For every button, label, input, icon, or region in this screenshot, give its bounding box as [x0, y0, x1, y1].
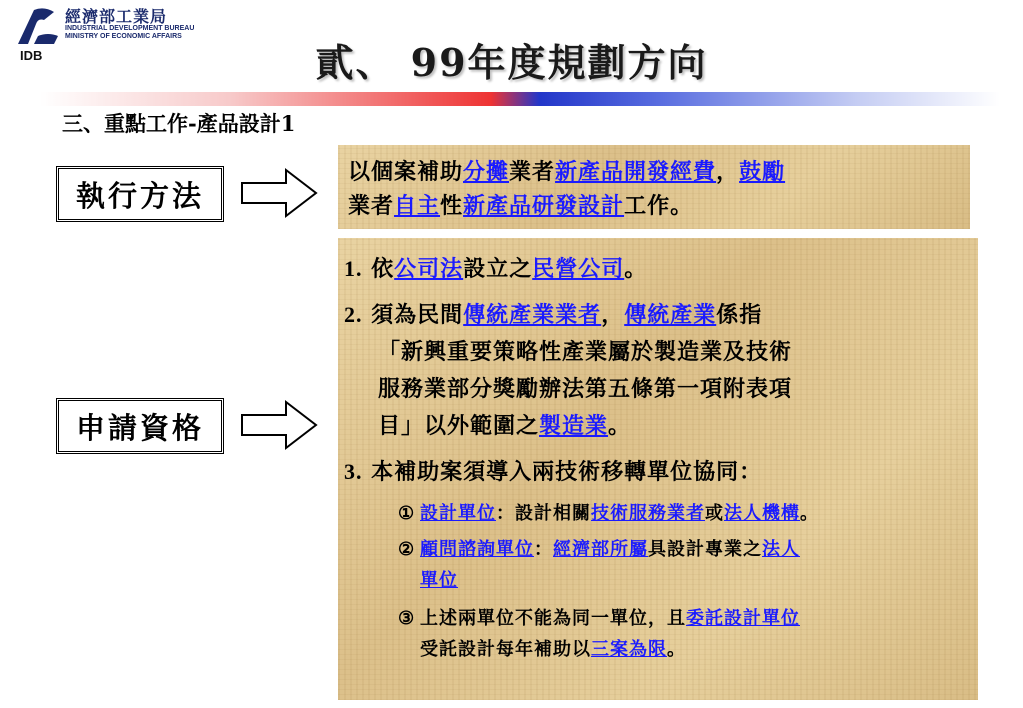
slide-title: 貳、 99年度規劃方向 — [315, 40, 708, 85]
text-run: 「新興重要策略性產業屬於製造業及技術 — [378, 339, 793, 365]
link-technical-service-providers[interactable]: 技術服務業者 — [591, 503, 705, 524]
method-content-box — [338, 145, 970, 229]
text-run: ： — [534, 539, 553, 560]
circled-number-1: ① — [398, 503, 416, 524]
text-run: 受託設計每年補助以 — [420, 639, 591, 660]
text-run: 上述兩單位不能為同一單位，且 — [420, 608, 686, 629]
link-private-company[interactable]: 民營公司 — [532, 256, 625, 282]
sub-item-3 — [398, 603, 964, 665]
link-autonomous[interactable]: 自主 — [394, 193, 441, 219]
qualification-content-box — [338, 238, 978, 700]
text-run: ：設計相關 — [496, 503, 591, 524]
text-run: 工作。 — [624, 193, 694, 219]
method-text — [348, 155, 960, 223]
logo-abbr: IDB — [20, 48, 43, 63]
section-subtitle: 三、重點工作-產品設計1 — [62, 111, 296, 136]
text-run: 。 — [667, 639, 686, 660]
link-commissioning-design-unit[interactable]: 委託設計單位 — [686, 608, 800, 629]
text-run: 性 — [440, 193, 464, 219]
qualification-arrow-icon — [240, 399, 318, 451]
link-moea-affiliated[interactable]: 經濟部所屬 — [553, 539, 648, 560]
text-run: 依 — [362, 256, 395, 282]
text-run: 設立之 — [463, 256, 533, 282]
text-run: ， — [601, 302, 625, 328]
link-share[interactable]: 分攤 — [463, 159, 510, 185]
logo-name-en-2: MINISTRY OF ECONOMIC AFFAIRS — [65, 33, 182, 40]
text-run: 係指 — [716, 302, 763, 328]
link-new-product-dev-funding[interactable]: 新產品開發經費 — [555, 159, 717, 185]
text-run: 。 — [624, 256, 648, 282]
link-legal-entity[interactable]: 法人機構 — [724, 503, 800, 524]
text-run: 業者 — [348, 193, 395, 219]
text-run: ， — [716, 159, 740, 185]
title-divider-band — [40, 92, 1000, 106]
link-company-act[interactable]: 公司法 — [394, 256, 464, 282]
circled-number-3: ③ — [398, 608, 416, 629]
qualification-item-2 — [344, 296, 964, 445]
logo-name-cn: 經濟部工業局 — [65, 7, 168, 26]
link-traditional-industry[interactable]: 傳統產業 — [624, 302, 717, 328]
sub-item-2 — [398, 534, 964, 596]
link-unit[interactable]: 單位 — [420, 570, 458, 591]
item-number: 3. — [344, 459, 363, 484]
text-run: 以個案補助 — [348, 159, 464, 185]
logo-name-en-1: INDUSTRIAL DEVELOPMENT BUREAU — [65, 25, 195, 32]
link-manufacturing[interactable]: 製造業 — [539, 413, 609, 439]
link-traditional-industry-operators[interactable]: 傳統產業業者 — [463, 302, 602, 328]
method-arrow-icon — [240, 167, 318, 219]
qualification-label: 申請資格 — [56, 398, 224, 454]
link-design-unit[interactable]: 設計單位 — [420, 503, 496, 524]
item-number: 1. — [344, 256, 363, 281]
link-encourage[interactable]: 鼓勵 — [739, 159, 786, 185]
text-run: 。 — [800, 503, 819, 524]
text-run: 本補助案須導入兩技術移轉單位協同： — [362, 459, 763, 485]
circled-number-2: ② — [398, 539, 416, 560]
text-run: 服務業部分獎勵辦法第五條第一項附表項 — [378, 376, 793, 402]
text-run: 須為民間 — [362, 302, 464, 328]
link-legal-entity[interactable]: 法人 — [762, 539, 800, 560]
text-run: 目」以外範圍之 — [378, 413, 540, 439]
text-run: 具設計專業之 — [648, 539, 762, 560]
link-new-product-rd-design[interactable]: 新產品研發設計 — [463, 193, 625, 219]
qualification-item-3 — [344, 453, 964, 491]
text-run: 。 — [608, 413, 632, 439]
item-number: 2. — [344, 302, 363, 327]
link-consulting-unit[interactable]: 顧問諮詢單位 — [420, 539, 534, 560]
text-run: 或 — [705, 503, 724, 524]
qualification-item-1 — [344, 250, 964, 288]
link-three-case-limit[interactable]: 三案為限 — [591, 639, 667, 660]
sub-item-1 — [398, 498, 976, 529]
method-label: 執行方法 — [56, 166, 224, 222]
text-run: 業者 — [509, 159, 556, 185]
